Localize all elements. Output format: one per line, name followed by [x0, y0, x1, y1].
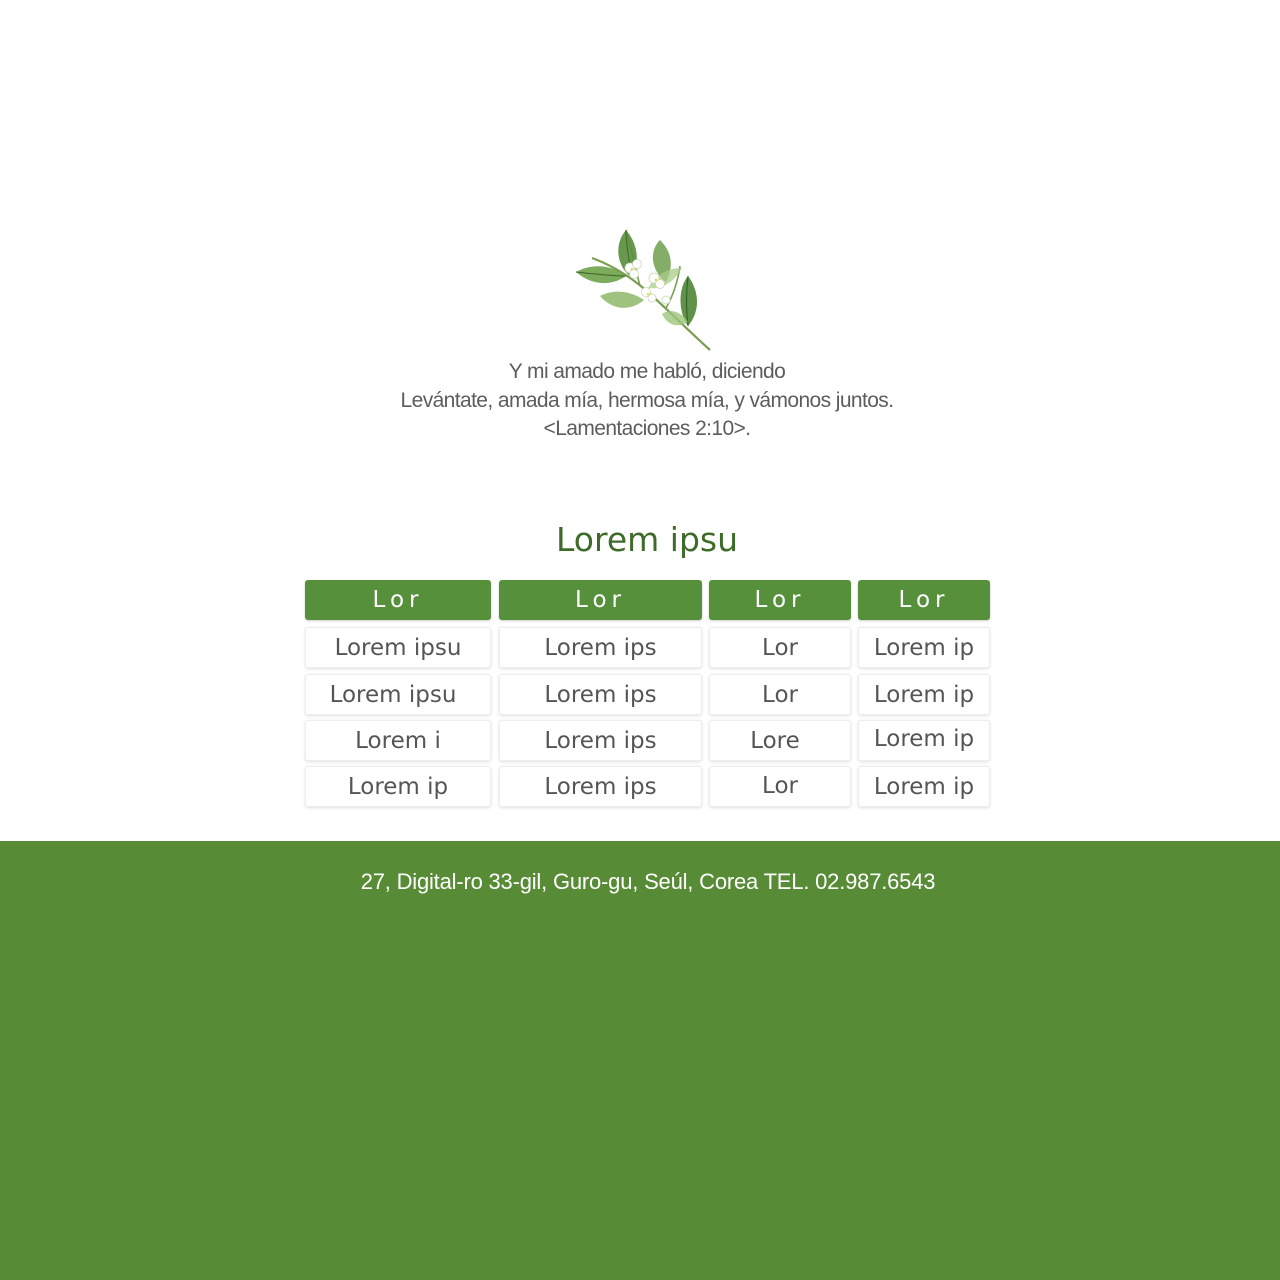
table-cell: Lorem ips	[499, 720, 702, 761]
table-cell: Lorem ipsu	[305, 627, 491, 668]
table-cell: Lorem i	[305, 720, 491, 761]
leaf-branch-icon	[570, 222, 720, 354]
table-cell: Lor	[709, 627, 851, 668]
table-cell: Lorem ip	[858, 674, 990, 715]
table-header-cell: Lor	[499, 580, 702, 620]
table-cell: Lorem ips	[499, 627, 702, 668]
verse-citation: <Lamentaciones 2:10>.	[543, 417, 751, 440]
table-header-cell: Lor	[858, 580, 990, 620]
table-cell: Lorem ips	[499, 674, 702, 715]
table-cell: Lorem ip	[858, 720, 990, 761]
table-cell: Lore	[709, 720, 851, 761]
verse-line: Y mi amado me habló, diciendo	[508, 360, 786, 383]
table-header-cell: Lor	[709, 580, 851, 620]
table-cell: Lorem ip	[858, 627, 990, 668]
footer-address: 27, Digital-ro 33-gil, Guro-gu, Seúl, Corea TEL. 02.987.6543	[360, 869, 936, 894]
table-cell: Lorem ip	[858, 766, 990, 807]
table-cell: Lor	[709, 766, 851, 807]
table-cell: Lorem ips	[499, 766, 702, 807]
footer	[0, 841, 1280, 1280]
table-cell: Lorem ip	[305, 766, 491, 807]
table-cell: Lor	[709, 674, 851, 715]
verse-quote	[0, 358, 1280, 444]
table-header-cell: Lor	[305, 580, 491, 620]
verse-line: Levántate, amada mía, hermosa mía, y vámonos juntos.	[400, 388, 894, 412]
table-cell: Lorem ipsu	[305, 674, 491, 715]
schedule-title: Lorem ipsu	[556, 520, 738, 559]
